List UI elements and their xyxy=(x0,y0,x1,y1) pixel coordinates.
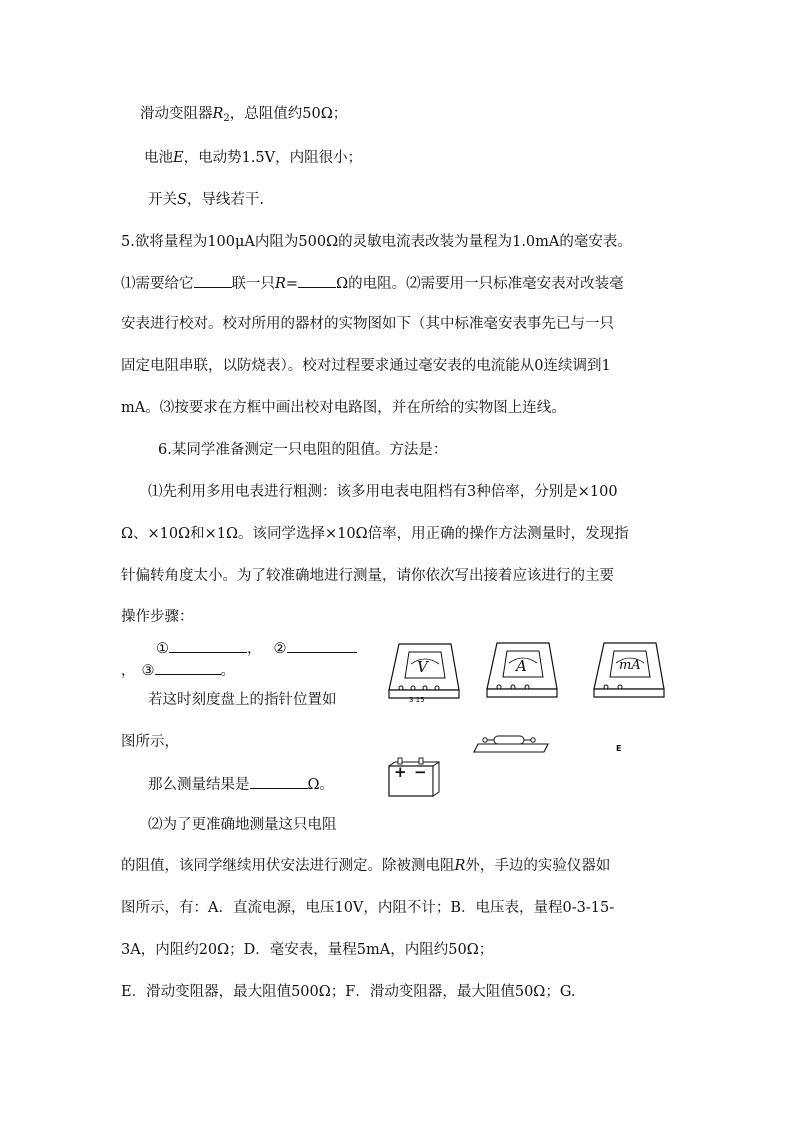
milliammeter-figure xyxy=(590,637,670,703)
question-5-line-2 xyxy=(121,273,624,294)
question-6-line-4: 操作步骤： xyxy=(121,609,194,625)
part-2-line-5: E．滑动变阻器，最大阻值500Ω；F．滑动变阻器，最大阻值50Ω；G. xyxy=(121,984,576,1000)
text: Ω的电阻。⑵需要用一只标准毫安表对改装毫 xyxy=(336,276,624,292)
step-number: ① xyxy=(156,641,169,657)
pointer-text-2: 图所示， xyxy=(121,734,179,750)
battery-minus-label: − xyxy=(414,763,427,781)
text: ， xyxy=(247,641,262,657)
question-5-line-5: mA。⑶按要求在方框中画出校对电路图，并在所给的实物图上连线。 xyxy=(121,400,566,416)
result-blank[interactable] xyxy=(250,774,308,789)
resistor-board-figure xyxy=(472,730,552,756)
text: = xyxy=(285,276,299,292)
text: 那么测量结果是 xyxy=(148,777,250,793)
battery-figure xyxy=(386,757,442,799)
text: 的阻值，该同学继续用伏安法进行测定。除被测电阻 xyxy=(121,858,455,874)
text-line-3 xyxy=(148,190,264,210)
voltmeter-label: V xyxy=(417,658,428,676)
variable: R xyxy=(212,106,224,122)
step-1-blank[interactable] xyxy=(169,638,247,653)
ammeter-label: A xyxy=(516,657,527,675)
text: ⑴需要给它 xyxy=(121,276,194,292)
text: 开关 xyxy=(148,192,177,208)
question-5-line-3: 安表进行校对。校对所用的器材的实物图如下（其中标准毫安表事先已与一只 xyxy=(121,316,614,332)
text: 联一只 xyxy=(231,276,275,292)
text-line-2 xyxy=(144,148,362,168)
step-3-blank[interactable] xyxy=(155,660,221,675)
voltmeter-terminals: 3 15 xyxy=(409,696,425,704)
part-2-line-3: 图所示，有：A．直流电源，电压10V，内阻不计；B．电压表，量程0-3-15- xyxy=(121,900,615,916)
question-5-line-4: 固定电阻串联，以防烧表）。校对过程要求通过毫安表的电流能从0连续调到1 xyxy=(121,358,611,374)
answer-blank[interactable] xyxy=(298,273,336,288)
text: ，电动势1.5V，内阻很小； xyxy=(183,150,363,166)
e-label: E xyxy=(616,744,622,753)
part-2-line-4: 3A，内阻约20Ω；D．毫安表，量程5mA，内阻约50Ω； xyxy=(121,942,494,958)
step-number: ② xyxy=(273,641,287,657)
part-2-line-2 xyxy=(121,856,610,876)
question-6-line-1: ⑴先利用多用电表进行粗测：该多用电表电阻档有3种倍率，分别是×100 xyxy=(148,484,618,500)
text: ，总阻值约50Ω； xyxy=(229,106,348,122)
question-6-line-3: 针偏转角度太小。为了较准确地进行测量，请你依次写出接着应该进行的主要 xyxy=(121,568,614,584)
question-6-title: 6.某同学准备测定一只电阻的阻值。方法是： xyxy=(158,442,448,458)
text: 电池 xyxy=(144,150,173,166)
result-line xyxy=(148,774,334,795)
subscript: 2 xyxy=(223,113,230,124)
question-5-line-1: 5.欲将量程为100μA内阻为500Ω的灵敏电流表改装为量程为1.0mA的毫安表。 xyxy=(121,234,632,250)
variable: R xyxy=(454,858,466,874)
ammeter-figure xyxy=(483,637,563,703)
variable: R xyxy=(275,276,286,292)
steps-line-1 xyxy=(156,638,357,659)
text: 。 xyxy=(220,663,235,679)
text: 滑动变阻器 xyxy=(140,106,213,122)
part-2-line-1: ⑵为了更准确地测量这只电阻 xyxy=(148,817,337,833)
milliammeter-label: mA xyxy=(619,658,641,673)
battery-plus-label: + xyxy=(394,763,407,781)
steps-line-2 xyxy=(121,660,235,681)
variable: E xyxy=(173,150,184,166)
step-number: ③ xyxy=(141,663,155,679)
question-6-line-2: Ω、×10Ω和×1Ω。该同学选择×10Ω倍率，用正确的操作方法测量时，发现指 xyxy=(121,526,629,542)
variable: S xyxy=(177,192,187,208)
step-2-blank[interactable] xyxy=(287,638,357,653)
text-line-1 xyxy=(140,104,347,129)
pointer-text-1: 若这时刻度盘上的指针位置如 xyxy=(148,692,337,708)
text: ， xyxy=(121,663,136,679)
text: Ω。 xyxy=(307,777,335,793)
answer-blank[interactable] xyxy=(194,273,232,288)
text: ，导线若干. xyxy=(186,192,265,208)
voltmeter-figure xyxy=(385,638,465,704)
text: 外，手边的实验仪器如 xyxy=(465,858,611,874)
